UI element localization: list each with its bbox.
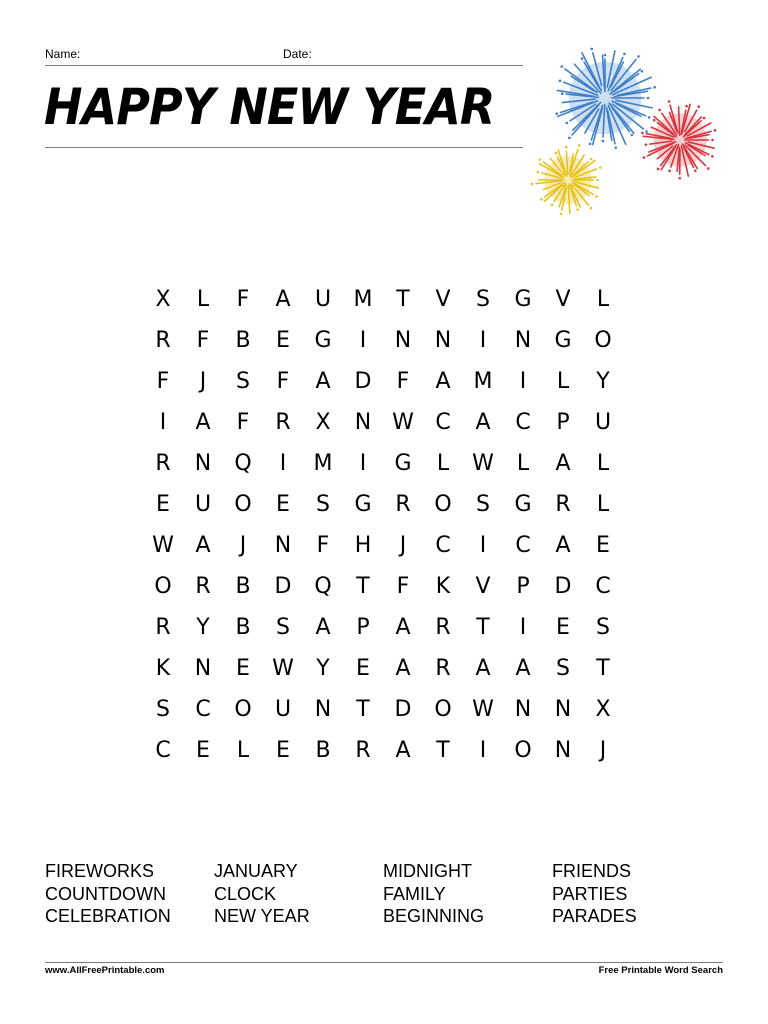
grid-cell: I (519, 615, 527, 640)
grid-cell: W (272, 656, 294, 681)
grid-cell: A (435, 369, 451, 394)
grid-cell: R (355, 738, 371, 763)
grid-cell: I (359, 451, 367, 476)
blue-firework-icon (555, 48, 656, 149)
grid-cell: L (596, 287, 610, 312)
word-list-item: CELEBRATION (45, 906, 171, 926)
word-list-item: FRIENDS (552, 861, 632, 881)
name-label: Name: (45, 47, 81, 61)
grid-cell: A (555, 451, 571, 476)
grid-cell: A (475, 656, 491, 681)
grid-cell: T (356, 574, 370, 599)
word-list-item: CLOCK (214, 883, 277, 904)
grid-cell: I (359, 328, 367, 353)
grid-cell: A (395, 656, 411, 681)
grid-cell: F (196, 328, 210, 353)
grid-cell: A (515, 656, 531, 681)
date-label: Date: (283, 47, 312, 61)
grid-row (143, 279, 623, 320)
grid-cell: U (194, 492, 212, 517)
grid-row (143, 320, 623, 361)
grid-cell: K (435, 574, 451, 599)
word-list-item: PARTIES (552, 883, 628, 904)
grid-cell: R (435, 615, 451, 640)
grid-cell: E (156, 492, 170, 517)
grid-cell: J (599, 738, 607, 763)
grid-cell: S (476, 492, 490, 517)
grid-cell: A (315, 369, 331, 394)
grid-cell: I (519, 369, 527, 394)
footer-caption: Free Printable Word Search (598, 965, 723, 976)
grid-cell: I (479, 738, 487, 763)
grid-cell: O (514, 738, 532, 763)
grid-cell: N (274, 533, 292, 558)
grid-cell: R (275, 410, 291, 435)
grid-cell: B (235, 328, 251, 353)
grid-cell: J (239, 533, 247, 558)
grid-row (143, 730, 623, 771)
grid-row (143, 525, 623, 566)
word-list-item: MIDNIGHT (383, 861, 472, 881)
grid-cell: P (516, 574, 530, 599)
grid-cell: W (392, 410, 414, 435)
grid-cell: F (396, 574, 410, 599)
grid-cell: F (316, 533, 330, 558)
grid-cell: I (159, 410, 167, 435)
grid-cell: N (354, 410, 372, 435)
grid-cell: T (396, 287, 410, 312)
grid-cell: A (555, 533, 571, 558)
grid-cell: R (155, 451, 171, 476)
word-column (383, 860, 552, 928)
grid-cell: G (354, 492, 372, 517)
grid-row (143, 361, 623, 402)
grid-cell: M (473, 369, 493, 394)
word-list-item: NEW YEAR (214, 906, 310, 926)
grid-cell: F (236, 410, 250, 435)
grid-cell: W (152, 533, 174, 558)
grid-cell: R (435, 656, 451, 681)
grid-row (143, 607, 623, 648)
grid-cell: U (314, 287, 332, 312)
grid-cell: P (356, 615, 370, 640)
grid-cell: O (434, 697, 452, 722)
header-top-rule (45, 65, 523, 66)
letter-grid (143, 279, 623, 771)
grid-cell: N (314, 697, 332, 722)
grid-cell: C (435, 533, 451, 558)
word-column (45, 860, 214, 928)
grid-cell: S (596, 615, 610, 640)
grid-cell: A (195, 533, 211, 558)
grid-cell: T (596, 656, 610, 681)
grid-cell: O (594, 328, 612, 353)
grid-row (143, 648, 623, 689)
word-list-item: FIREWORKS (45, 861, 155, 881)
grid-cell: Y (596, 369, 610, 394)
grid-cell: B (235, 615, 251, 640)
grid-cell: Q (234, 451, 252, 476)
grid-cell: S (276, 615, 290, 640)
grid-cell: Y (196, 615, 210, 640)
yellow-firework-icon (531, 144, 602, 215)
grid-cell: M (353, 287, 373, 312)
grid-cell: O (434, 492, 452, 517)
grid-cell: L (436, 451, 450, 476)
grid-cell: K (155, 656, 171, 681)
grid-row (143, 484, 623, 525)
grid-row (143, 689, 623, 730)
grid-cell: A (395, 738, 411, 763)
grid-cell: G (394, 451, 412, 476)
grid-cell: E (276, 492, 290, 517)
grid-cell: D (554, 574, 572, 599)
word-list-item: PARADES (552, 906, 637, 926)
grid-cell: G (554, 328, 572, 353)
grid-cell: A (195, 410, 211, 435)
grid-cell: C (515, 410, 531, 435)
grid-cell: D (354, 369, 372, 394)
grid-cell: W (472, 451, 494, 476)
header-bottom-rule (45, 147, 523, 148)
grid-cell: E (236, 656, 250, 681)
grid-cell: E (556, 615, 570, 640)
grid-cell: U (274, 697, 292, 722)
grid-cell: A (475, 410, 491, 435)
grid-cell: C (515, 533, 531, 558)
grid-cell: M (313, 451, 333, 476)
grid-cell: N (194, 451, 212, 476)
word-list-item: COUNTDOWN (45, 883, 166, 904)
grid-cell: F (396, 369, 410, 394)
word-column (214, 860, 383, 928)
grid-cell: N (514, 697, 532, 722)
red-firework-icon (641, 100, 716, 179)
grid-cell: E (276, 738, 290, 763)
grid-cell: W (472, 697, 494, 722)
grid-cell: I (479, 533, 487, 558)
grid-cell: G (314, 328, 332, 353)
grid-cell: A (315, 615, 331, 640)
footer-rule (45, 962, 723, 963)
grid-cell: N (394, 328, 412, 353)
grid-cell: E (596, 533, 610, 558)
grid-cell: T (476, 615, 490, 640)
word-list-item: BEGINNING (383, 906, 485, 926)
grid-cell: C (155, 738, 171, 763)
grid-cell: D (274, 574, 292, 599)
grid-cell: A (275, 287, 291, 312)
grid-cell: D (394, 697, 412, 722)
grid-cell: F (156, 369, 170, 394)
word-list (45, 860, 725, 928)
grid-cell: J (199, 369, 207, 394)
footer-source: www.AllFreePrintable.com (45, 965, 165, 976)
grid-cell: S (316, 492, 330, 517)
grid-row (143, 566, 623, 607)
page-title: HAPPY NEW YEAR (44, 78, 495, 136)
grid-cell: C (435, 410, 451, 435)
grid-cell: N (514, 328, 532, 353)
word-column (552, 860, 721, 928)
grid-cell: F (276, 369, 290, 394)
grid-cell: V (555, 287, 571, 312)
grid-cell: O (234, 492, 252, 517)
grid-cell: S (476, 287, 490, 312)
grid-cell: U (594, 410, 612, 435)
grid-cell: J (399, 533, 407, 558)
grid-cell: T (436, 738, 450, 763)
grid-cell: N (554, 738, 572, 763)
grid-cell: L (516, 451, 530, 476)
grid-cell: L (596, 451, 610, 476)
grid-cell: I (479, 328, 487, 353)
grid-cell: V (435, 287, 451, 312)
grid-cell: R (555, 492, 571, 517)
grid-cell: G (514, 492, 532, 517)
grid-cell: R (395, 492, 411, 517)
grid-row (143, 402, 623, 443)
grid-cell: O (234, 697, 252, 722)
grid-cell: C (195, 697, 211, 722)
grid-cell: L (596, 492, 610, 517)
grid-cell: N (434, 328, 452, 353)
grid-cell: S (556, 656, 570, 681)
grid-cell: F (236, 287, 250, 312)
word-list-item: FAMILY (383, 883, 446, 904)
grid-cell: X (315, 410, 331, 435)
grid-cell: A (395, 615, 411, 640)
grid-cell: G (514, 287, 532, 312)
grid-cell: X (595, 697, 611, 722)
grid-cell: S (156, 697, 170, 722)
fireworks-illustration (530, 40, 730, 230)
grid-row (143, 443, 623, 484)
grid-cell: B (315, 738, 331, 763)
grid-cell: L (236, 738, 250, 763)
grid-cell: V (475, 574, 491, 599)
grid-cell: C (595, 574, 611, 599)
grid-cell: O (154, 574, 172, 599)
grid-cell: N (194, 656, 212, 681)
grid-cell: B (235, 574, 251, 599)
grid-cell: P (556, 410, 570, 435)
grid-cell: X (155, 287, 171, 312)
grid-cell: I (279, 451, 287, 476)
grid-cell: L (196, 287, 210, 312)
grid-cell: R (155, 328, 171, 353)
grid-cell: E (356, 656, 370, 681)
grid-cell: R (195, 574, 211, 599)
grid-cell: R (155, 615, 171, 640)
grid-cell: S (236, 369, 250, 394)
grid-cell: H (354, 533, 372, 558)
grid-cell: T (356, 697, 370, 722)
grid-cell: Y (316, 656, 330, 681)
grid-cell: Q (314, 574, 332, 599)
grid-cell: E (276, 328, 290, 353)
word-list-item: JANUARY (214, 861, 298, 881)
grid-cell: N (554, 697, 572, 722)
grid-cell: L (556, 369, 570, 394)
grid-cell: E (196, 738, 210, 763)
